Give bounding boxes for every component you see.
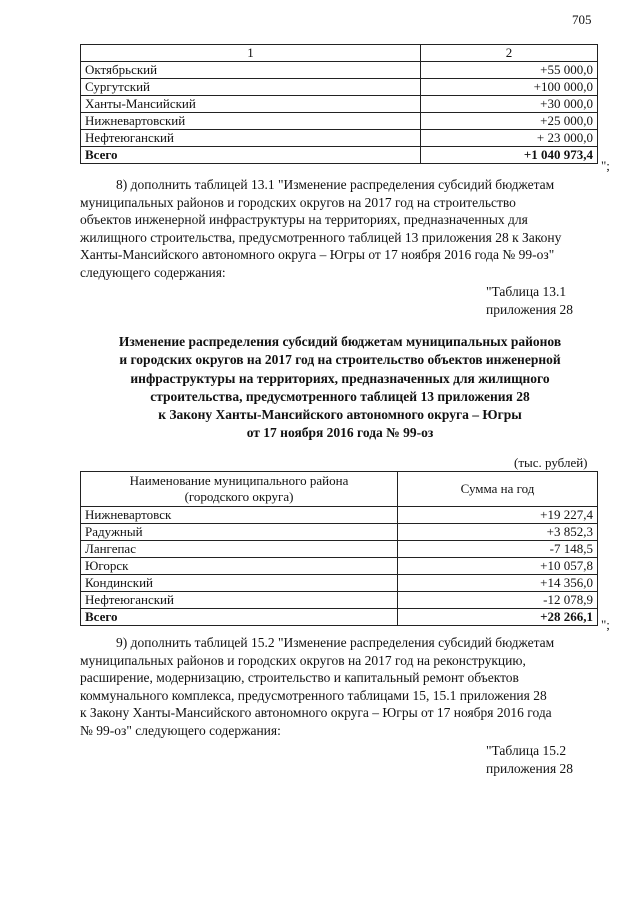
paragraph-line: к Закону Ханты-Мансийского автономного округа – Югры от 17 ноября 2016 года	[80, 705, 552, 721]
row-value: -12 078,9	[398, 592, 598, 609]
paragraph-line: № 99-оз" следующего содержания:	[80, 722, 281, 738]
paragraph-line: коммунального комплекса, предусмотренного таблицами 15, 15.1 приложения 28	[80, 687, 547, 703]
total-value: +1 040 973,4	[421, 147, 598, 164]
total-label: Всего	[81, 609, 398, 626]
row-name: Лангепас	[81, 541, 398, 558]
row-value: +19 227,4	[398, 507, 598, 524]
table-caption-13-1	[486, 283, 573, 318]
header-line: Наименование муниципального района	[129, 473, 349, 488]
title-line: Изменение распределения субсидий бюджетам муниципальных районов	[118, 334, 562, 349]
table-closing-quote: ";	[601, 158, 610, 173]
row-name: Сургутский	[81, 79, 421, 96]
caption-line: приложения 28	[486, 301, 574, 317]
title-line: к Закону Ханты-Мансийского автономного округа – Югры	[158, 407, 522, 423]
table-header-row	[81, 472, 598, 507]
table-title	[80, 333, 600, 443]
table-row	[81, 130, 598, 147]
title-line: от 17 ноября 2016 года № 99-оз	[246, 425, 434, 441]
column-header-1: 1	[81, 45, 421, 62]
row-value: +55 000,0	[421, 62, 598, 79]
total-value: +28 266,1	[398, 609, 598, 626]
row-value: +25 000,0	[421, 113, 598, 130]
table-row	[81, 575, 598, 592]
row-value: -7 148,5	[398, 541, 598, 558]
paragraph-line: муниципальных районов и городских округов на 2017 год на строительство	[80, 194, 516, 210]
table-row	[81, 524, 598, 541]
paragraph-line: муниципальных районов и городских округов на 2017 год на реконструкцию,	[80, 652, 526, 668]
paragraph-line: следующего содержания:	[80, 264, 226, 280]
column-header-name	[81, 472, 398, 507]
row-name: Кондинский	[81, 575, 398, 592]
row-value: +3 852,3	[398, 524, 598, 541]
table-row	[81, 96, 598, 113]
row-name: Радужный	[81, 524, 398, 541]
row-value: +14 356,0	[398, 575, 598, 592]
table-row	[81, 558, 598, 575]
table-total-row	[81, 609, 598, 626]
paragraph-9	[80, 634, 600, 740]
table-row	[81, 113, 598, 130]
row-value: +30 000,0	[421, 96, 598, 113]
page-number: 705	[572, 12, 592, 27]
header-line: (городского округа)	[184, 489, 294, 504]
table-row	[81, 592, 598, 609]
row-name: Октябрьский	[81, 62, 421, 79]
paragraph-line: 9) дополнить таблицей 15.2 "Изменение распределения субсидий бюджетам	[116, 635, 555, 650]
row-name: Югорск	[81, 558, 398, 575]
paragraph-line: жилищного строительства, предусмотренного таблицей 13 приложения 28 к Закону	[80, 229, 562, 245]
row-value: +10 057,8	[398, 558, 598, 575]
table-row	[81, 62, 598, 79]
table-row	[81, 541, 598, 558]
row-value: +100 000,0	[421, 79, 598, 96]
row-name: Нижневартовск	[81, 507, 398, 524]
caption-line: приложения 28	[486, 760, 574, 776]
paragraph-line: расширение, модернизацию, строительство и капитальный ремонт объектов	[80, 670, 519, 686]
table-13-continuation	[80, 44, 598, 164]
paragraph-line: объектов инженерной инфраструктуры на территориях, предназначенных для	[80, 212, 528, 228]
paragraph-line: 8) дополнить таблицей 13.1 "Изменение распределения субсидий бюджетам	[116, 177, 555, 192]
table-header-row	[81, 45, 598, 62]
caption-line: "Таблица 13.1	[486, 284, 567, 299]
title-line: и городских округов на 2017 год на строительство объектов инженерной	[119, 352, 561, 368]
table-total-row	[81, 147, 598, 164]
row-name: Нижневартовский	[81, 113, 421, 130]
total-label: Всего	[81, 147, 421, 164]
table-row	[81, 79, 598, 96]
row-name: Ханты-Мансийский	[81, 96, 421, 113]
table-closing-quote: ";	[601, 617, 610, 632]
column-header-sum: Сумма на год	[398, 472, 598, 507]
title-line: инфраструктуры на территориях, предназначенных для жилищного	[130, 370, 550, 386]
column-header-2: 2	[421, 45, 598, 62]
paragraph-line: Ханты-Мансийского автономного округа – Югры от 17 ноября 2016 года № 99-оз"	[80, 247, 555, 263]
row-name: Нефтеюганский	[81, 592, 398, 609]
paragraph-8	[80, 176, 600, 282]
table-caption-15-2	[486, 742, 573, 777]
caption-line: "Таблица 15.2	[486, 743, 567, 758]
row-name: Нефтеюганский	[81, 130, 421, 147]
row-value: + 23 000,0	[421, 130, 598, 147]
unit-label: (тыс. рублей)	[514, 455, 588, 470]
table-row	[81, 507, 598, 524]
title-line: строительства, предусмотренного таблицей 13 приложения 28	[150, 388, 530, 404]
table-13-1	[80, 471, 598, 626]
